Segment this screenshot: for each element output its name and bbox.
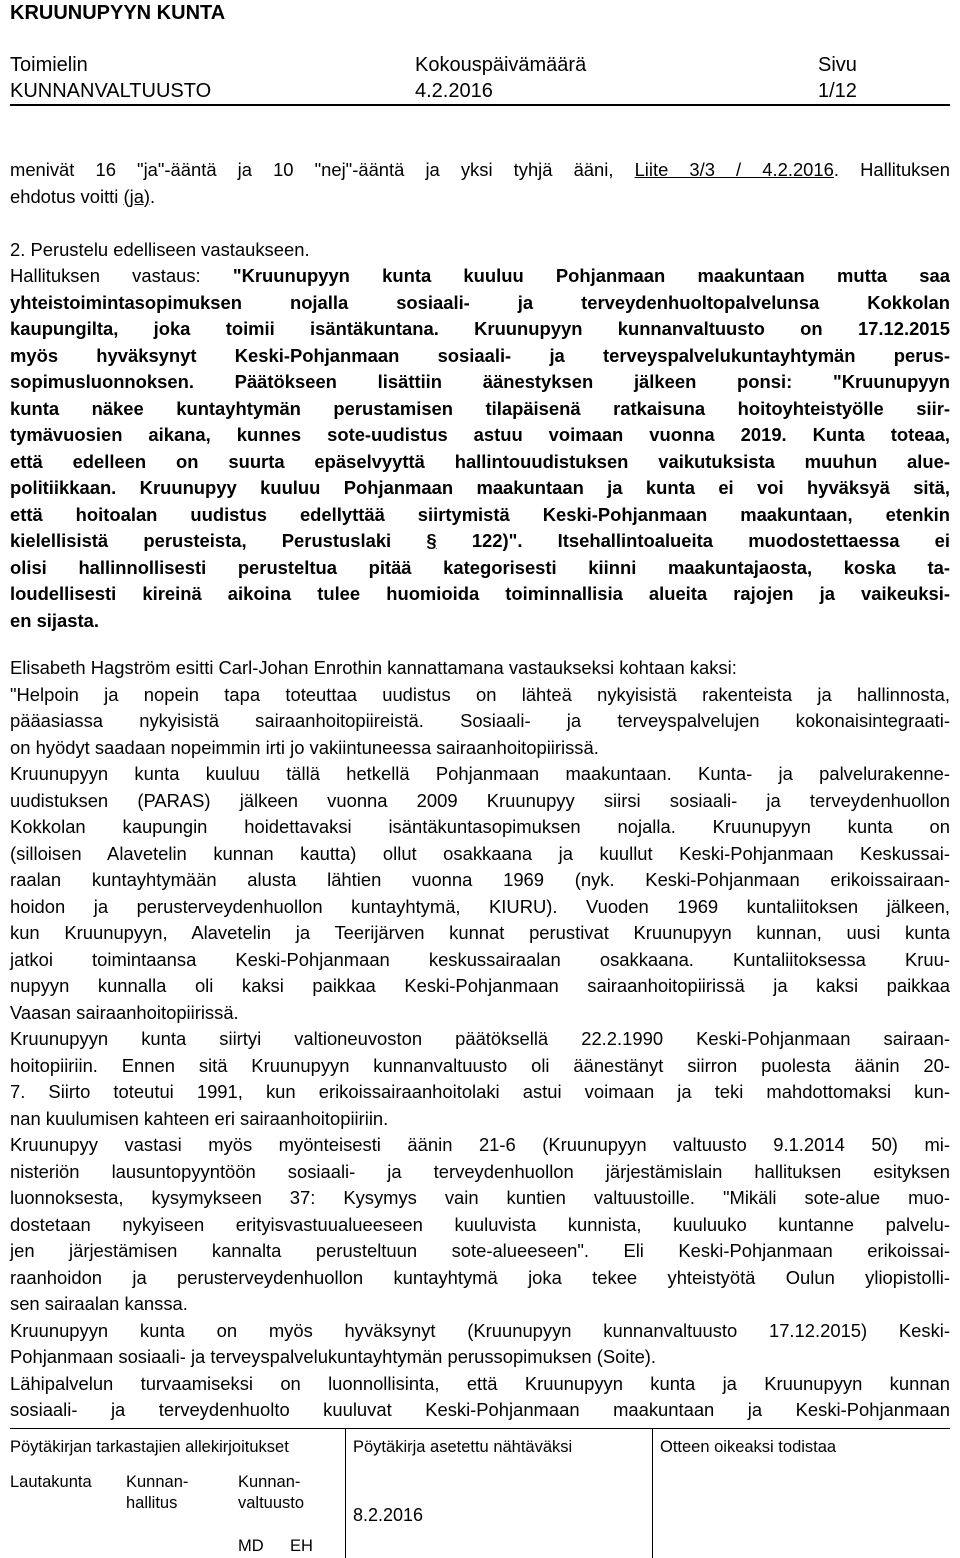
paragraph-line: luonnoksesta, kysymykseen 37: Kysymys vain kuntien valtuustoille. "Mikäli sote-alue muo- xyxy=(10,1187,950,1208)
paragraph-line: menivät 16 "ja"-ääntä ja 10 "nej"-ääntä ja yksi tyhjä ääni, Liite 3/3 / 4.2.2016. Hallituksen xyxy=(10,159,951,180)
line-text: 122)". Itsehallintoalueita muodostettaessa ei xyxy=(436,530,950,551)
paragraph-line: raalan kuntayhtymään alusta lähtien vuonna 1969 (nyk. Keski-Pohjanmaan erikoissairaan- xyxy=(10,869,950,890)
line-text: olisi hallinnollisesti perusteltua pitää kategorisesti kiinni maakuntajaosta, koska ta- xyxy=(10,556,950,578)
line-text: että edelleen on suurta epäselvyyttä hallintouudistuksen vaikutuksista muuhun alue- xyxy=(10,450,950,472)
paragraph-line: sosiaali- ja terveydenhuolto kuuluvat Keski-Pohjanmaan maakuntaan ja Keski-Pohjanmaan xyxy=(10,1399,950,1420)
paragraph-line: ehdotus voitti (ja). xyxy=(10,185,156,207)
line-text: yhteistoimintasopimuksen nojalla sosiaali- ja terveydenhuoltopalvelunsa Kokkolan xyxy=(10,291,950,313)
paragraph-line: Kruunupyy vastasi myös myönteisesti äänin 21-6 (Kruunupyyn valtuusto 9.1.2014 50) mi- xyxy=(10,1134,950,1155)
paragraph-line xyxy=(10,449,950,476)
paragraph-line: jatkoi toimintaansa Keski-Pohjanmaan keskussairaalan osakkaana. Kuntaliitoksessa Kruu- xyxy=(10,948,950,970)
paragraph-line xyxy=(10,608,950,635)
header-divider xyxy=(10,104,950,106)
footer-certified-label: Otteen oikeaksi todistaa xyxy=(660,1438,837,1456)
page-value: 1/12 xyxy=(818,80,857,102)
body-value: KUNNANVALTUUSTO xyxy=(10,80,212,102)
paragraph-line xyxy=(10,475,950,502)
paragraph-line xyxy=(10,502,950,529)
paragraph-line xyxy=(10,316,950,343)
section-heading: 2. Perustelu edelliseen vastaukseen. xyxy=(10,238,310,260)
paragraph-line: raanhoidon ja perusterveydenhuollon kuntayhtymä joka tekee yhteistyötä Oulun yliopistolli- xyxy=(10,1266,950,1288)
footer-divider xyxy=(10,1428,950,1429)
date-label: Kokouspäivämäärä xyxy=(415,54,587,76)
line-text: politiikkaan. Kruunupyy kuuluu Pohjanmaan maakuntaan ja kunta ei voi hyväksyä sitä, xyxy=(10,477,950,498)
line-text: tymävuosien aikana, kunnes sote-uudistus astuu voimaan vuonna 2019. Kunta toteaa, xyxy=(10,424,950,445)
paragraph-line: "Helpoin ja nopein tapa toteuttaa uudistus on lähteä nykyisistä rakenteista ja hallinnosta, xyxy=(10,683,950,705)
paragraph-line: nupyyn kunnalla oli kaksi paikkaa Keski-Pohjanmaan sairaanhoitopiirissä ja kaksi paikkaa xyxy=(10,975,950,996)
paragraph-line: (silloisen Alavetelin kunnan kautta) ollut osakkaana ja kuullut Keski-Pohjanmaan Keskussai- xyxy=(10,842,950,864)
paragraph-line: hoitopiiriin. Ennen sitä Kruunupyyn kunnanvaltuusto oli äänestänyt siirron puolesta äänin 20- xyxy=(10,1054,950,1076)
line-text: kielellisistä perusteista, Perustuslaki xyxy=(10,530,427,551)
paragraph-line xyxy=(10,290,950,317)
paragraph-line xyxy=(10,581,950,608)
paragraph-line: Kokkolan kaupungin hoidettavaksi isäntäkuntasopimuksen nojalla. Kruunupyyn kunta on xyxy=(10,816,950,837)
line-text: "Kruunupyyn kunta kuuluu Pohjanmaan maakuntaan mutta saa xyxy=(232,265,950,286)
paragraph-spacer xyxy=(10,634,950,655)
paragraph-line xyxy=(10,528,950,555)
paragraph-line: on hyödyt saadaan nopeimmin irti jo vakiintuneessa sairaanhoitopiirissä. xyxy=(10,736,599,758)
footer-column-divider xyxy=(652,1428,653,1558)
paragraph-line: 7. Siirto toteutui 1991, kun erikoissairaanhoitolaki astui voimaan ja teki mahdottomaksi kun- xyxy=(10,1081,950,1102)
footer-kunnanhallitus: Kunnan- hallitus xyxy=(126,1473,189,1512)
paragraph-line xyxy=(10,555,950,582)
line-text: kaupungilta, joka toimii isäntäkuntana. Kruunupyyn kunnanvaltuusto on 17.12.2015 xyxy=(10,318,950,339)
line-text: loudellisesti kireinä aikoina tulee huomioida toiminnallisia alueita rajojen ja vaikeuksi- xyxy=(10,583,950,604)
footer-signatures-label: Pöytäkirjan tarkastajien allekirjoitukset xyxy=(10,1438,289,1456)
footer-initials-1: MD xyxy=(238,1537,264,1555)
line-text: sopimusluonnoksen. Päätökseen lisättiin äänestyksen jälkeen ponsi: "Kruunupyyn xyxy=(10,371,950,392)
footer-posted-date: 8.2.2016 xyxy=(353,1505,424,1525)
page-label: Sivu xyxy=(818,54,857,76)
line-text: kunta näkee kuntayhtymän perustamisen tilapäisenä ratkaisuna hoitoyhteistyölle siir- xyxy=(10,397,950,419)
body-label: Toimielin xyxy=(10,54,88,76)
footer-lautakunta: Lautakunta xyxy=(10,1473,92,1491)
paragraph-line xyxy=(10,396,950,423)
paragraph-line: Lähipalvelun turvaamiseksi on luonnollisinta, että Kruunupyyn kunta ja Kruunupyyn kunnan xyxy=(10,1372,950,1394)
paragraph-line: jen järjestämisen kannalta perusteltuun sote-alueeseen". Eli Keski-Pohjanmaan erikoissai- xyxy=(10,1240,950,1261)
date-value: 4.2.2016 xyxy=(415,80,493,102)
line-text: en sijasta. xyxy=(10,609,99,631)
paragraph-line: hoidon ja perusterveydenhuollon kuntayhtymä, KIURU). Vuoden 1969 kuntaliitoksen jälkeen, xyxy=(10,895,950,917)
vote-result-link[interactable]: (ja) xyxy=(123,185,151,207)
footer-posted-label: Pöytäkirja asetettu nähtäväksi xyxy=(353,1438,573,1456)
paragraph-line: pääasiassa nykyisistä sairaanhoitopiireistä. Sosiaali- ja terveyspalvelujen kokonaisintegraati- xyxy=(10,710,950,731)
paragraph-line xyxy=(10,422,950,449)
paragraph-line: Vaasan sairaanhoitopiirissä. xyxy=(10,1001,239,1023)
paragraph-line: nan kuulumisen kahteen eri sairaanhoitopiiriin. xyxy=(10,1107,389,1129)
paragraph-line: nisteriön lausuntopyyntöön sosiaali- ja terveydenhuollon järjestämislain hallituksen esityksen xyxy=(10,1160,950,1182)
paragraph-line: Pohjanmaan sosiaali- ja terveyspalvelukuntayhtymän perussopimuksen (Soite). xyxy=(10,1346,657,1367)
line-text: myös hyväksynyt Keski-Pohjanmaan sosiaali- ja terveyspalvelukuntayhtymän perus- xyxy=(10,344,950,366)
paragraph-line: sen sairaalan kanssa. xyxy=(10,1293,188,1314)
paragraph-line: Kruunupyyn kunta on myös hyväksynyt (Kruunupyyn kunnanvaltuusto 17.12.2015) Keski- xyxy=(10,1319,950,1341)
document-body xyxy=(10,157,950,1424)
paragraph-line xyxy=(10,343,950,370)
footer-kunnanvaltuusto: Kunnan- valtuusto xyxy=(238,1473,305,1512)
paragraph-line: kun Kruunupyyn, Alavetelin ja Teerijärven kunnat perustivat Kruunupyyn kunnan, uusi kunta xyxy=(10,922,950,943)
attachment-link[interactable]: Liite 3/3 / 4.2.2016 xyxy=(634,159,834,180)
board-response-paragraph xyxy=(10,263,950,634)
paragraph-line: Kruunupyyn kunta kuuluu tällä hetkellä Pohjanmaan maakuntaan. Kunta- ja palvelurakenne- xyxy=(10,763,950,784)
paragraph-line: uudistuksen (PARAS) jälkeen vuonna 2009 Kruunupyy siirsi sosiaali- ja terveydenhuollon xyxy=(10,789,950,811)
organization-title: KRUUNUPYYN KUNTA xyxy=(10,2,226,24)
line-text: Hallituksen vastaus: xyxy=(10,265,233,286)
paragraph-line xyxy=(10,210,950,237)
paragraph-line: dostetaan nykyiseen erityisvastuualueeseen kuuluvista kunnista, kuuluuko kuntanne palvelu- xyxy=(10,1213,950,1235)
paragraph-line xyxy=(10,369,950,396)
line-text: että hoitoalan uudistus edellyttää siirtymistä Keski-Pohjanmaan maakuntaan, etenkin xyxy=(10,503,950,525)
paragraph-line: Kruunupyyn kunta siirtyi valtioneuvoston päätöksellä 22.2.1990 Keski-Pohjanmaan sairaan- xyxy=(10,1028,950,1049)
footer-initials-2: EH xyxy=(290,1537,313,1555)
paragraph-line: Elisabeth Hagström esitti Carl-Johan Enrothin kannattamana vastaukseksi kohtaan kaksi: xyxy=(10,657,737,678)
footer-column-divider xyxy=(345,1428,346,1558)
section-symbol: § xyxy=(426,530,437,551)
paragraph-line xyxy=(10,263,950,290)
alternative-response-paragraph xyxy=(10,655,950,1424)
